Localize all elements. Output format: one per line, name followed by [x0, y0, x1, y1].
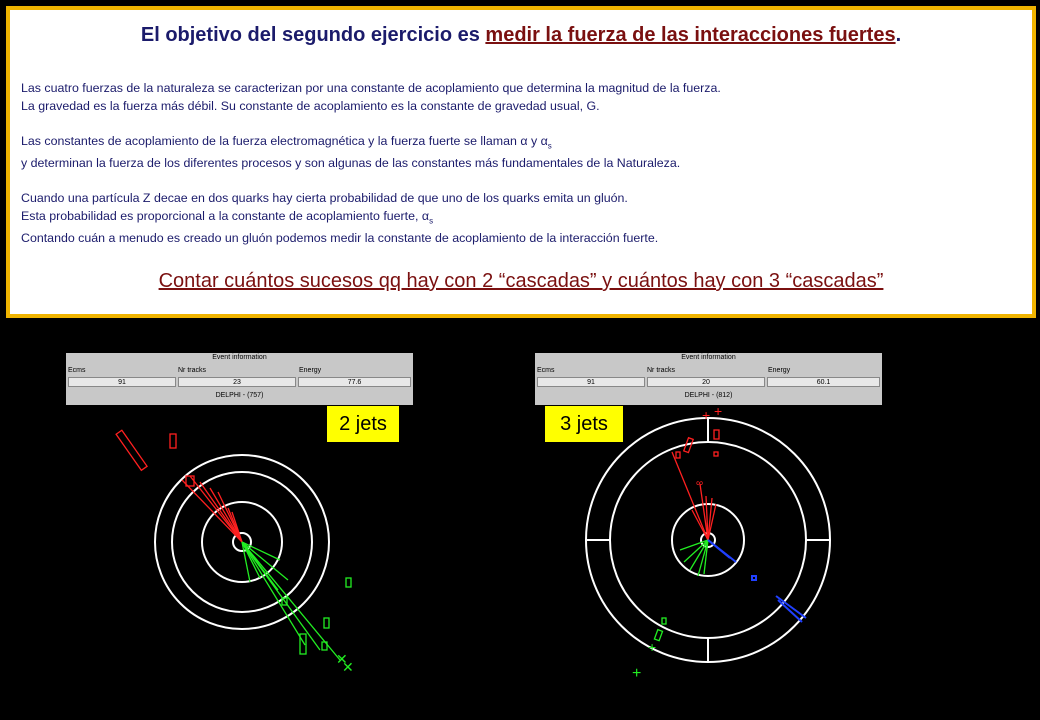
value-energy: 60.1	[767, 377, 880, 387]
label-ecms: Ecms	[68, 367, 86, 374]
intro-panel	[6, 6, 1036, 318]
p2-line-2: y determinan la fuerza de los diferentes procesos y son algunas de las constantes más fundamentales de la Naturaleza.	[21, 155, 681, 170]
svg-text:✕: ✕	[336, 651, 348, 667]
event-display-2-jets	[110, 420, 370, 710]
badge-2-jets: 2 jets	[327, 406, 399, 442]
event-info-header: Event information	[212, 354, 267, 361]
p2-line-1	[21, 133, 1021, 155]
label-ecms: Ecms	[537, 367, 555, 374]
event-info-bar-1	[66, 353, 413, 405]
label-nr-tracks: Nr tracks	[178, 367, 206, 374]
jet-green	[242, 542, 354, 675]
value-ecms: 91	[537, 377, 645, 387]
p3-line-2	[21, 208, 1021, 230]
p3-line-3: Contando cuán a menudo es creado un gluón podemos medir la constante de acoplamiento de la interacción fuerte.	[21, 230, 659, 245]
paragraph-2	[21, 133, 1021, 173]
page-title	[10, 24, 1032, 47]
title-text: El objetivo del segundo ejercicio es	[140, 24, 486, 46]
value-energy: 77.6	[298, 377, 411, 387]
svg-text:+: +	[714, 403, 723, 419]
p3-line-2-text: Esta probabilidad es proporcional a la constante de acoplamiento fuerte, α	[21, 208, 430, 223]
p3-subscript: s	[429, 216, 434, 226]
p2-subscript: s	[547, 141, 552, 151]
svg-text:+: +	[648, 639, 657, 655]
p1-line-2: La gravedad es la fuerza más débil. Su constante de acoplamiento es la constante de gravedad usual, G.	[21, 98, 600, 113]
label-energy: Energy	[299, 367, 322, 374]
value-ecms: 91	[68, 377, 176, 387]
p1-line-1: Las cuatro fuerzas de la naturaleza se caracterizan por una constante de acoplamiento que determina la magnitud de la fuerza.	[21, 81, 721, 95]
title-end: .	[895, 24, 902, 46]
badge-3-jets: 3 jets	[545, 406, 623, 442]
p3-line-1: Cuando una partícula Z decae en dos quarks hay cierta probabilidad de que uno de los quarks emita un gluón.	[21, 191, 628, 206]
svg-text:+: +	[632, 665, 642, 682]
p2-line-1-text: Las constantes de acoplamiento de la fuerza electromagnética y la fuerza fuerte se llaman α y α	[21, 133, 548, 148]
label-energy: Energy	[768, 367, 791, 374]
svg-text:✕: ✕	[342, 659, 354, 675]
event-info-bar-2	[535, 353, 882, 405]
event-info-footer: DELPHI - (757)	[215, 392, 264, 399]
event-display-3-jets	[580, 400, 850, 710]
event-info-header: Event information	[681, 354, 736, 361]
task-instruction: Contar cuántos sucesos qq hay con 2 “cascadas” y cuántos hay con 3 “cascadas”	[158, 270, 884, 292]
label-nr-tracks: Nr tracks	[647, 367, 675, 374]
value-nr-tracks: 23	[178, 377, 296, 387]
svg-text:+: +	[702, 407, 711, 423]
jet-red	[116, 430, 242, 542]
value-nr-tracks: 20	[647, 377, 765, 387]
jet-blue	[708, 540, 806, 622]
svg-text:∞: ∞	[696, 478, 704, 489]
paragraph-3	[21, 190, 1021, 247]
paragraph-1	[21, 80, 1021, 115]
body-text	[21, 80, 1021, 265]
event-info-footer: DELPHI - (812)	[684, 392, 733, 399]
title-highlight: medir la fuerza de las interacciones fuertes	[485, 24, 896, 46]
